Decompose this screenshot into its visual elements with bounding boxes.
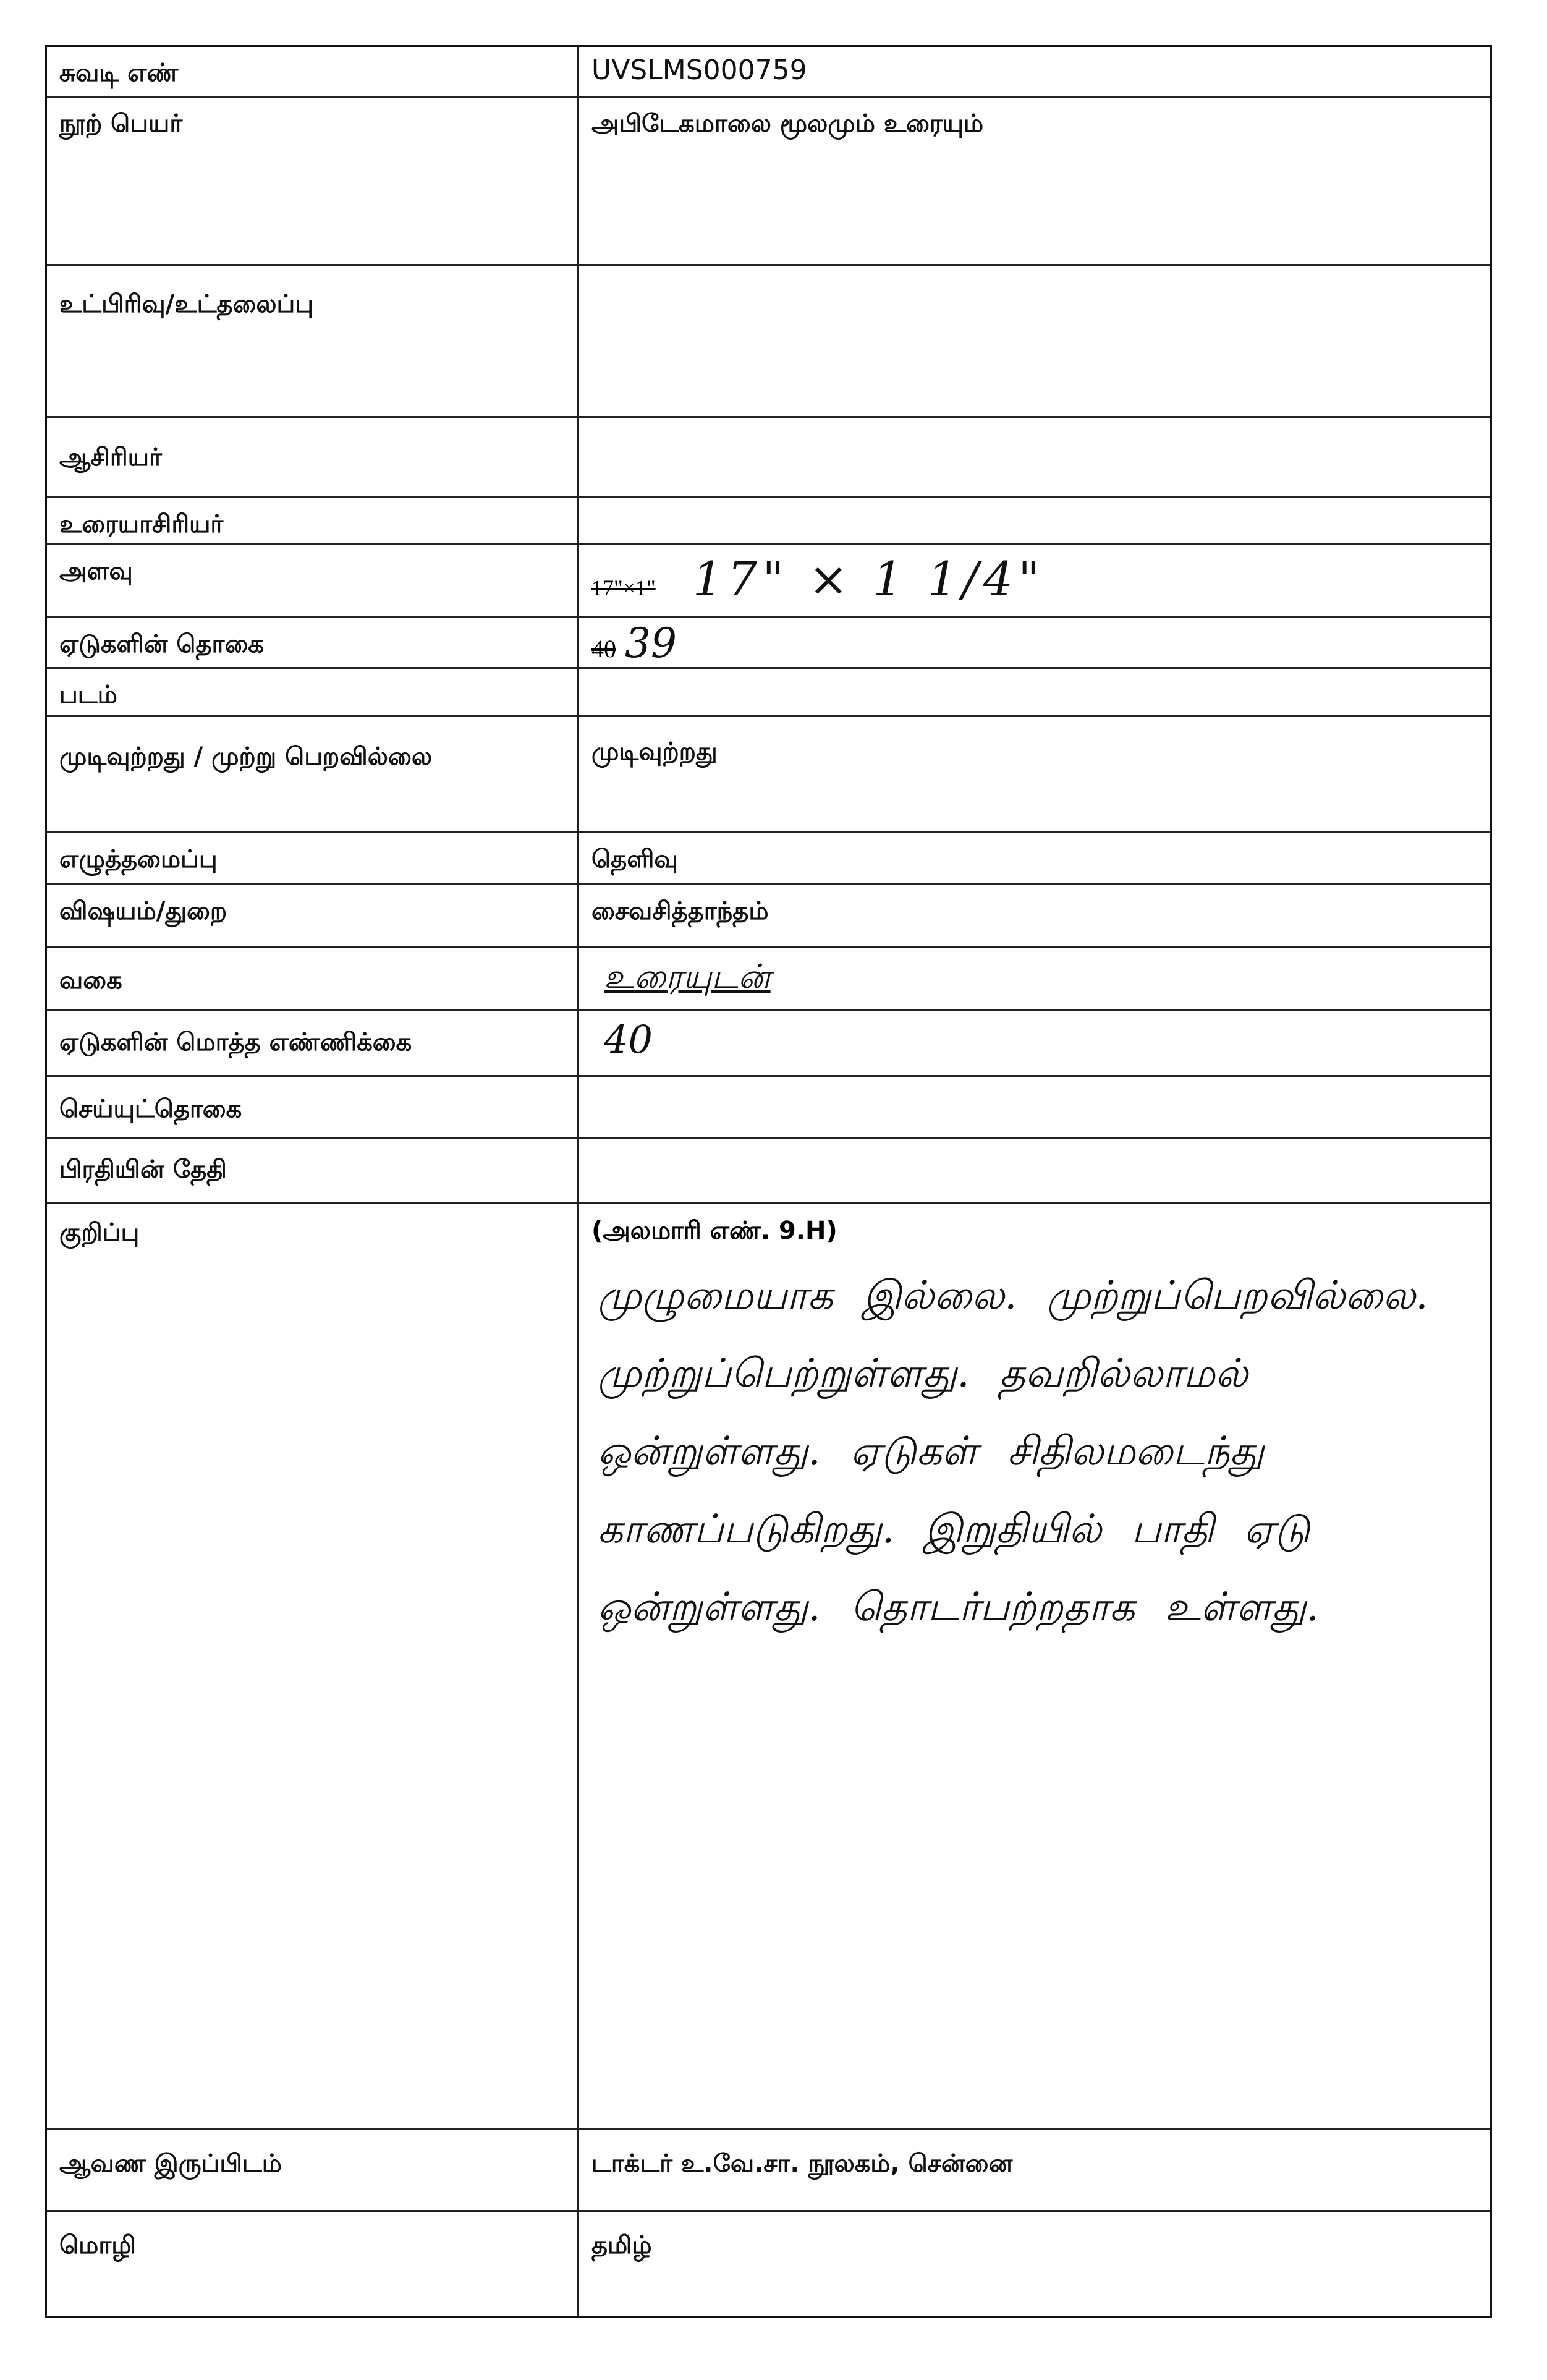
row-copy-date (47, 1137, 1490, 1203)
row-completion (47, 716, 1490, 832)
field-label: மொழி (59, 2230, 136, 2259)
field-value: டாக்டர் உ.வே.சா. நூலகம், சென்னை (591, 2149, 1013, 2178)
field-value: சைவசித்தாந்தம் (591, 896, 769, 925)
field-label: பிரதியின் தேதி (59, 1155, 227, 1184)
field-value (579, 1077, 1490, 1086)
leaf-count-value (579, 618, 1490, 667)
row-title (47, 96, 1490, 265)
row-size (47, 544, 1490, 617)
field-value: தமிழ் (591, 2230, 652, 2259)
field-value: முடிவுற்றது (591, 737, 718, 766)
struck-out-size: 17"×1" (591, 575, 656, 600)
field-label: உரையாசிரியர் (59, 509, 224, 538)
field-label: எழுத்தமைப்பு (59, 844, 218, 873)
field-label: முடிவுற்றது / முற்று பெறவில்லை (59, 742, 433, 771)
field-label: குறிப்பு (59, 1218, 140, 1247)
size-value (579, 545, 1490, 606)
row-type (47, 947, 1490, 1010)
field-label: படம் (59, 680, 117, 709)
row-leaf-count (47, 617, 1490, 668)
field-label: அளவு (59, 556, 133, 585)
row-script (47, 832, 1490, 884)
field-label: சுவடி எண் (59, 59, 179, 87)
row-location (47, 2129, 1490, 2211)
field-value (579, 498, 1490, 507)
struck-out-count: 40 (591, 634, 616, 663)
field-label: செய்யுட்தொகை (59, 1094, 242, 1123)
field-value (579, 266, 1490, 274)
manuscript-catalog-card (45, 45, 1492, 2318)
row-manuscript-number (47, 47, 1490, 96)
row-subject (47, 884, 1490, 947)
handwritten-size: 17" × 1 1/4" (692, 551, 1045, 606)
row-image (47, 668, 1490, 716)
field-label: ஏடுகளின் மொத்த எண்ணிக்கை (59, 1027, 412, 1056)
row-author (47, 417, 1490, 497)
handwritten-type: உரையுடன் (604, 956, 771, 996)
row-subdivision (47, 265, 1490, 417)
field-label: வகை (59, 966, 122, 995)
field-label: ஆவண இருப்பிடம் (59, 2149, 282, 2178)
field-value (579, 418, 1490, 427)
row-commentator (47, 497, 1490, 544)
handwritten-count: 39 (625, 619, 677, 667)
row-notes (47, 1203, 1490, 2129)
field-label: ஆசிரியர் (59, 443, 162, 472)
row-total-leaves (47, 1010, 1490, 1076)
row-verse-count (47, 1076, 1490, 1137)
field-value (579, 1139, 1490, 1147)
cabinet-number: (அலமாரி எண். 9.H) (591, 1216, 837, 1245)
field-value: தெளிவு (591, 844, 678, 873)
handwritten-note: முழுமையாக இல்லை. முற்றுப்பெறவில்லை. முற்றுப்பெற்றுள்ளது. தவறில்லாமல் ஒன்றுள்ளது. ஏடுகள் சிதிலமடைந்து காணப்படுகிறது. இறுதியில் பாதி ஏடு ஒன்றுள்ளது. தொடர்பற்றதாக உள்ளது. (598, 1272, 1428, 1630)
field-value (579, 669, 1490, 678)
field-label: ஏடுகளின் தொகை (59, 629, 264, 658)
row-language (47, 2211, 1490, 2316)
field-label: விஷயம்/துறை (59, 896, 227, 925)
field-value: UVSLMS000759 (591, 54, 807, 86)
field-value: அபிடேகமாலை மூலமும் உரையும் (591, 109, 984, 138)
catalog-form-table (47, 47, 1490, 2316)
field-label: நூற் பெயர் (59, 109, 183, 138)
field-label: உட்பிரிவு/உட்தலைப்பு (59, 289, 314, 318)
handwritten-total-leaves: 40 (604, 1016, 653, 1062)
